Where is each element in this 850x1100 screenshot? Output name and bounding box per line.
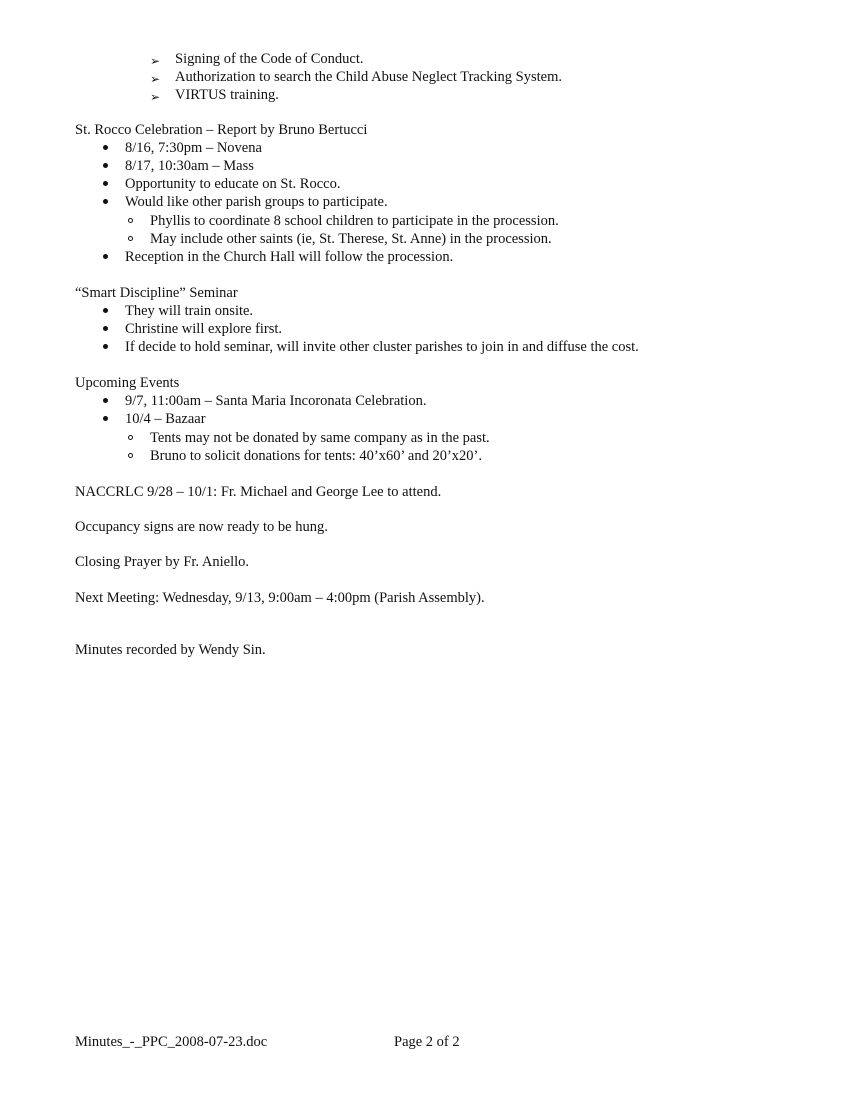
bullet-icon [103, 398, 108, 403]
paragraph-occupancy: Occupancy signs are now ready to be hung. [75, 519, 328, 535]
section-heading-seminar: “Smart Discipline” Seminar [75, 285, 238, 301]
footer-filename: Minutes_-_PPC_2008-07-23.doc [75, 1034, 268, 1050]
list-item: 9/7, 11:00am – Santa Maria Incoronata Celebration. [125, 393, 427, 409]
bullet-icon [103, 344, 108, 349]
arrow-bullet-icon: ➢ [150, 90, 161, 104]
list-item: VIRTUS training. [175, 87, 279, 103]
paragraph-naccrlc: NACCRLC 9/28 – 10/1: Fr. Michael and George Lee to attend. [75, 484, 442, 500]
arrow-bullet-icon: ➢ [150, 72, 161, 86]
bullet-icon [103, 416, 108, 421]
bullet-icon [103, 326, 108, 331]
sub-bullet-icon [128, 453, 133, 458]
list-item: Authorization to search the Child Abuse Neglect Tracking System. [175, 69, 563, 85]
arrow-bullet-icon: ➢ [150, 54, 161, 68]
list-item: 8/16, 7:30pm – Novena [125, 140, 262, 156]
bullet-icon [103, 145, 108, 150]
section-heading-st-rocco: St. Rocco Celebration – Report by Bruno Bertucci [75, 122, 368, 138]
list-item: Would like other parish groups to participate. [125, 194, 388, 210]
sub-list-item: May include other saints (ie, St. Therese, St. Anne) in the procession. [150, 231, 552, 247]
paragraph-recorded-by: Minutes recorded by Wendy Sin. [75, 642, 266, 658]
bullet-icon [103, 199, 108, 204]
list-item: 8/17, 10:30am – Mass [125, 158, 254, 174]
sub-list-item: Phyllis to coordinate 8 school children to participate in the procession. [150, 213, 559, 229]
bullet-icon [103, 181, 108, 186]
list-item: They will train onsite. [125, 303, 254, 319]
sub-bullet-icon [128, 435, 133, 440]
sub-bullet-icon [128, 236, 133, 241]
bullet-icon [103, 254, 108, 259]
bullet-icon [103, 308, 108, 313]
paragraph-closing-prayer: Closing Prayer by Fr. Aniello. [75, 554, 249, 570]
sub-list-item: Bruno to solicit donations for tents: 40’x60’ and 20’x20’. [150, 448, 482, 464]
list-item: Signing of the Code of Conduct. [175, 51, 364, 67]
section-heading-upcoming: Upcoming Events [75, 375, 180, 391]
footer-page-number: Page 2 of 2 [394, 1034, 460, 1050]
list-item: 10/4 – Bazaar [125, 411, 206, 427]
paragraph-next-meeting: Next Meeting: Wednesday, 9/13, 9:00am – 4:00pm (Parish Assembly). [75, 590, 485, 606]
list-item: Reception in the Church Hall will follow the procession. [125, 249, 454, 265]
sub-list-item: Tents may not be donated by same company as in the past. [150, 430, 490, 446]
list-item: If decide to hold seminar, will invite other cluster parishes to join in and diffuse the cost. [125, 339, 639, 355]
sub-bullet-icon [128, 218, 133, 223]
bullet-icon [103, 163, 108, 168]
list-item: Opportunity to educate on St. Rocco. [125, 176, 341, 192]
list-item: Christine will explore first. [125, 321, 283, 337]
